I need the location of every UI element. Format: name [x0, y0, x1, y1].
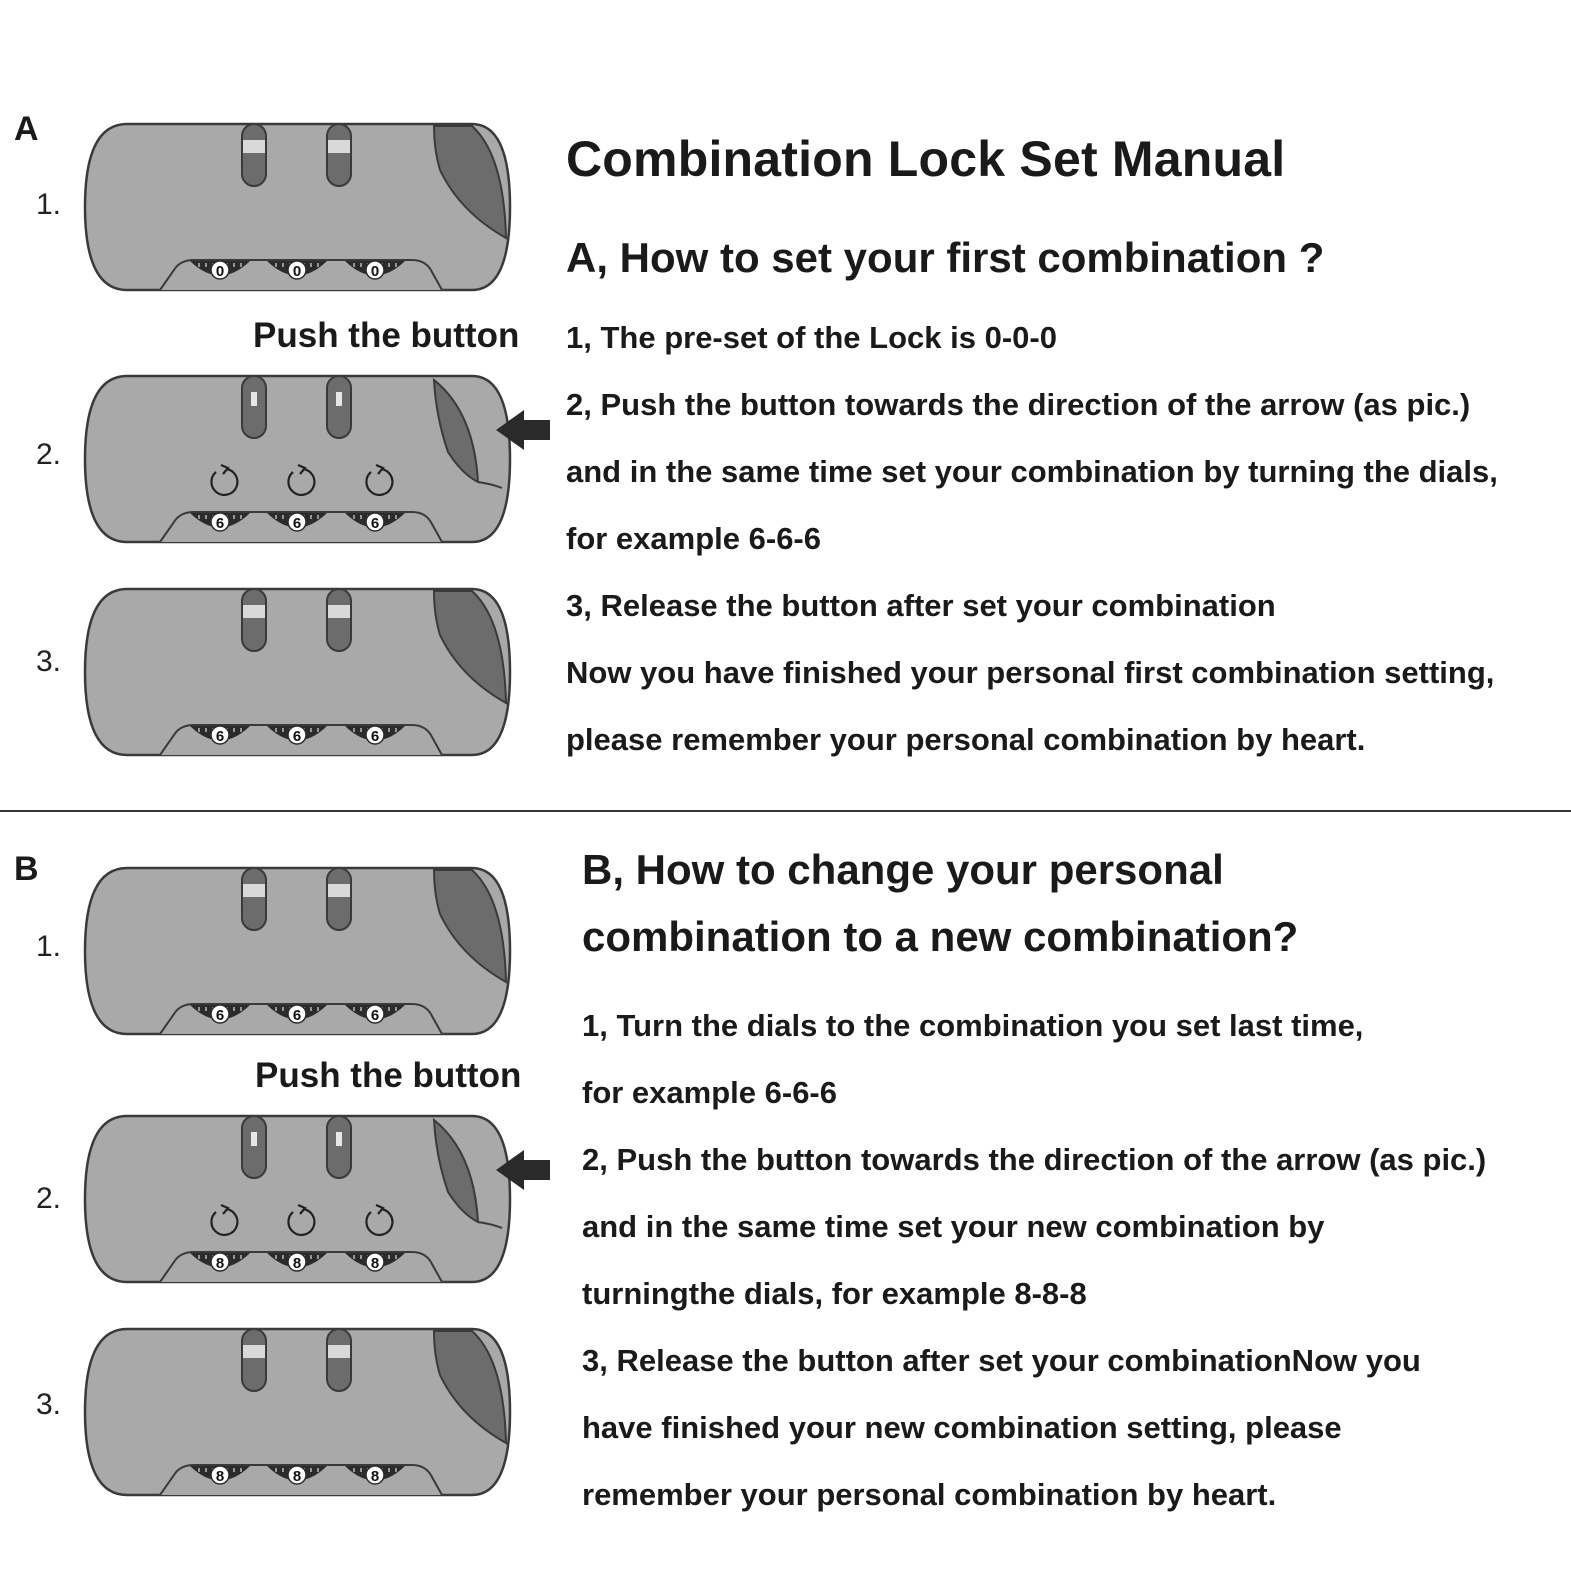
section-a-letter: A — [14, 110, 39, 148]
instruction-line: for example 6-6-6 — [566, 521, 821, 556]
instruction-line: 2, Push the button towards the direction of the arrow (as pic.) — [566, 387, 1471, 422]
latch-slot — [242, 868, 266, 930]
dial-digit: 8 — [370, 1468, 380, 1485]
push-arrow-icon — [494, 408, 554, 458]
dial-digit: 8 — [215, 1468, 225, 1485]
latch-indicator — [328, 605, 350, 618]
push-button-label: Push the button — [253, 316, 520, 355]
latch-slot — [242, 124, 266, 186]
instruction-line: 3, Release the button after set your combination — [566, 588, 1276, 623]
step-number: 3. — [36, 1388, 62, 1421]
section-b-heading-line2: combination to a new combination? — [582, 913, 1299, 960]
lock-illustration — [82, 120, 557, 300]
arrow-shape — [496, 410, 550, 450]
instruction-line: please remember your personal combination by heart. — [566, 722, 1366, 757]
latch-slot — [327, 1116, 351, 1178]
instruction-line: and in the same time set your combination by turning the dials, — [566, 454, 1498, 489]
step-number: 1. — [36, 188, 62, 221]
instruction-line: 1, The pre-set of the Lock is 0-0-0 — [566, 320, 1057, 355]
latch-slot — [242, 376, 266, 438]
dial-digit: 6 — [215, 1007, 225, 1024]
arrow-shape — [496, 1150, 550, 1190]
latch-slot — [327, 868, 351, 930]
section-divider — [0, 810, 1571, 812]
lock-illustration — [82, 372, 557, 552]
instruction-line: for example 6-6-6 — [582, 1075, 837, 1110]
latch-indicator — [251, 1132, 257, 1146]
instruction-line: Now you have finished your personal first combination setting, — [566, 655, 1495, 690]
dial-digit: 6 — [370, 728, 380, 745]
dial-digit: 6 — [215, 728, 225, 745]
push-arrow-icon — [494, 1148, 554, 1198]
dial-digit: 8 — [370, 1255, 380, 1272]
dial-digit: 6 — [370, 515, 380, 532]
lock-svg — [82, 1325, 557, 1500]
lock-svg — [82, 1112, 557, 1287]
instruction-line: 3, Release the button after set your combinationNow you — [582, 1343, 1421, 1378]
instruction-line: have finished your new combination setting, please — [582, 1410, 1342, 1445]
dial-digit: 6 — [292, 1007, 302, 1024]
instruction-line: and in the same time set your new combination by — [582, 1209, 1325, 1244]
dial-digit: 8 — [292, 1468, 302, 1485]
page-title: Combination Lock Set Manual — [566, 131, 1286, 187]
dial-digit: 0 — [370, 263, 380, 280]
section-b-heading-line1: B, How to change your personal — [582, 846, 1224, 893]
dial-digit: 6 — [370, 1007, 380, 1024]
latch-indicator — [251, 392, 257, 406]
latch-indicator — [336, 1132, 342, 1146]
lock-illustration — [82, 864, 557, 1044]
latch-indicator — [243, 884, 265, 897]
latch-slot — [242, 1329, 266, 1391]
push-button-label: Push the button — [255, 1056, 522, 1095]
latch-slot — [242, 1116, 266, 1178]
step-number: 2. — [36, 438, 62, 471]
step-number: 3. — [36, 645, 62, 678]
dial-digit: 0 — [292, 263, 302, 280]
latch-indicator — [243, 1345, 265, 1358]
instruction-line: 2, Push the button towards the direction of the arrow (as pic.) — [582, 1142, 1487, 1177]
latch-indicator — [328, 1345, 350, 1358]
latch-slot — [327, 124, 351, 186]
dial-digit: 0 — [215, 263, 225, 280]
instruction-line: remember your personal combination by heart. — [582, 1477, 1277, 1512]
lock-svg — [82, 864, 557, 1039]
instruction-line: turningthe dials, for example 8-8-8 — [582, 1276, 1087, 1311]
latch-slot — [327, 1329, 351, 1391]
section-a-heading: A, How to set your first combination ? — [566, 234, 1325, 281]
dial-digit: 6 — [292, 515, 302, 532]
lock-illustration — [82, 1325, 557, 1505]
dial-digit: 8 — [292, 1255, 302, 1272]
section-b-letter: B — [14, 850, 39, 888]
step-number: 1. — [36, 930, 62, 963]
lock-illustration — [82, 585, 557, 765]
latch-indicator — [328, 140, 350, 153]
latch-slot — [242, 589, 266, 651]
dial-digit: 8 — [215, 1255, 225, 1272]
dial-digit: 6 — [292, 728, 302, 745]
step-number: 2. — [36, 1182, 62, 1215]
instruction-line: 1, Turn the dials to the combination you set last time, — [582, 1008, 1364, 1043]
lock-svg — [82, 372, 557, 547]
latch-slot — [327, 376, 351, 438]
latch-indicator — [336, 392, 342, 406]
latch-indicator — [243, 140, 265, 153]
lock-svg — [82, 120, 557, 295]
latch-indicator — [328, 884, 350, 897]
latch-indicator — [243, 605, 265, 618]
dial-digit: 6 — [215, 515, 225, 532]
latch-slot — [327, 589, 351, 651]
lock-svg — [82, 585, 557, 760]
lock-illustration — [82, 1112, 557, 1292]
